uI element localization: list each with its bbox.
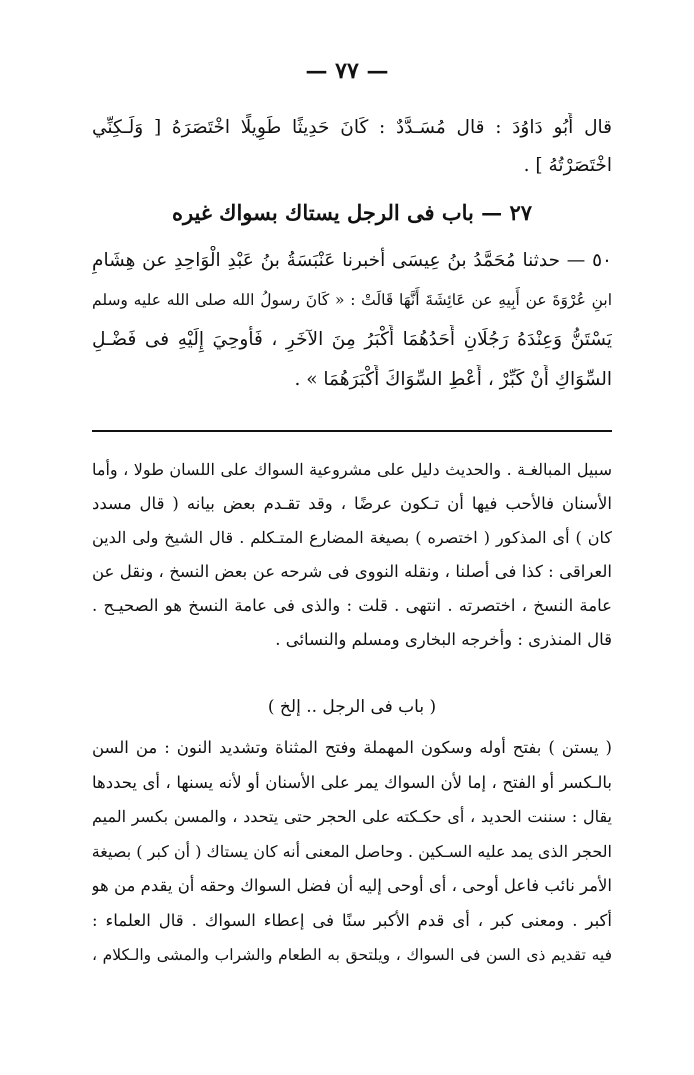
top-text-line-2: اخْتَصَرْتُهُ ] . [523,155,612,176]
commentary-line-11: الأمر نائب فاعل أوحى ، أى أوحى إليه أن فضل السواك وحقه أن يقدم من هو [92,876,612,895]
commentary-line-6: قال المنذرى : وأخرجه البخارى ومسلم والنسائى . [275,630,612,649]
footnote-divider [92,430,612,432]
commentary-line-13: فيه تقديم ذى السن فى السواك ، ويلتحق به الطعام والشراب والمشى والـكلام ، [92,946,612,964]
commentary-line-3: كان ) أى المذكور ( اختصره ) بصيغة المضارع المتـكلم . قال الشيخ ولى الدين [92,528,612,547]
hadith-line-1: ٥٠ — حدثنا مُحَمَّدُ بنُ عِيسَى أخبرنا عَنْبَسَةُ بنُ عَبْدِ الْوَاحِدِ عن هِشَامِ [92,250,612,271]
commentary-line-10: الحجر الذى يمد عليه السـكين . وحاصل المعنى أنه كان يستاك ( أن كبر ) بصيغة [92,842,612,861]
commentary-line-12: أكبر . ومعنى كبر ، أى قدم الأكبر سنًا فى إعطاء السواك . قال العلماء : [92,911,612,930]
hadith-line-2: ابنِ عُرْوَةَ عن أَبِيهِ عن عَائِشَةَ أَنَّهَا قَالَتْ : « كَانَ رسولُ الله صلى الله عليه وسلم [92,291,612,309]
commentary-line-8: بالـكسر أو الفتح ، إما لأن السواك يمر على الأسنان أو لأنه يسنها ، أى يحددها [92,773,612,792]
commentary-line-7: ( يستن ) بفتح أوله وسكون المهملة وفتح المثناة وتشديد النون : من السن [92,738,612,757]
commentary-line-2: الأسنان فالأحب فيها أن تـكون عرضًا ، وقد تقـدم بعض بيانه ( قال مسدد [92,494,612,513]
top-text-line-1: قال أَبُو دَاوُدَ : قال مُسَـدَّدٌ : كَانَ حَدِيثًا طَوِيلًا اخْتَصَرَهُ [ وَلَـكِنِّي [92,117,612,138]
commentary-line-5: عامة النسخ ، اختصرته . انتهى . قلت : والذى فى عامة النسخ هو الصحيـح . [92,596,612,615]
commentary-heading: ( باب فى الرجل .. إلخ ) [267,697,437,717]
chapter-heading: ٢٧ — باب فى الرجل يستاك بسواك غيره [171,200,533,225]
page-number: — ٧٧ — [305,58,389,84]
hadith-line-4: السِّوَاكِ أَنْ كَبِّرْ ، أَعْطِ السِّوَاكَ أَكْبَرَهُمَا » . [294,369,612,390]
commentary-line-4: العراقى : كذا فى أصلنا ، ونقله النووى فى شرحه عن بعض النسخ ، ونقل عن [92,562,612,581]
commentary-line-1: سبيل المبالغـة . والحديث دليل على مشروعية السواك على اللسان طولا ، وأما [92,460,612,479]
hadith-line-3: يَسْتَنُّ وَعِنْدَهُ رَجُلَانِ أَحَدُهُمَا أَكْبَرُ مِنَ الآخَرِ ، فَأُوحِيَ إِلَيْهِ فى فَضْـلِ [92,329,612,350]
commentary-line-9: يقال : سننت الحديد ، أى حكـكته على الحجر حتى يتحدد ، والمسن بكسر الميم [92,807,612,826]
